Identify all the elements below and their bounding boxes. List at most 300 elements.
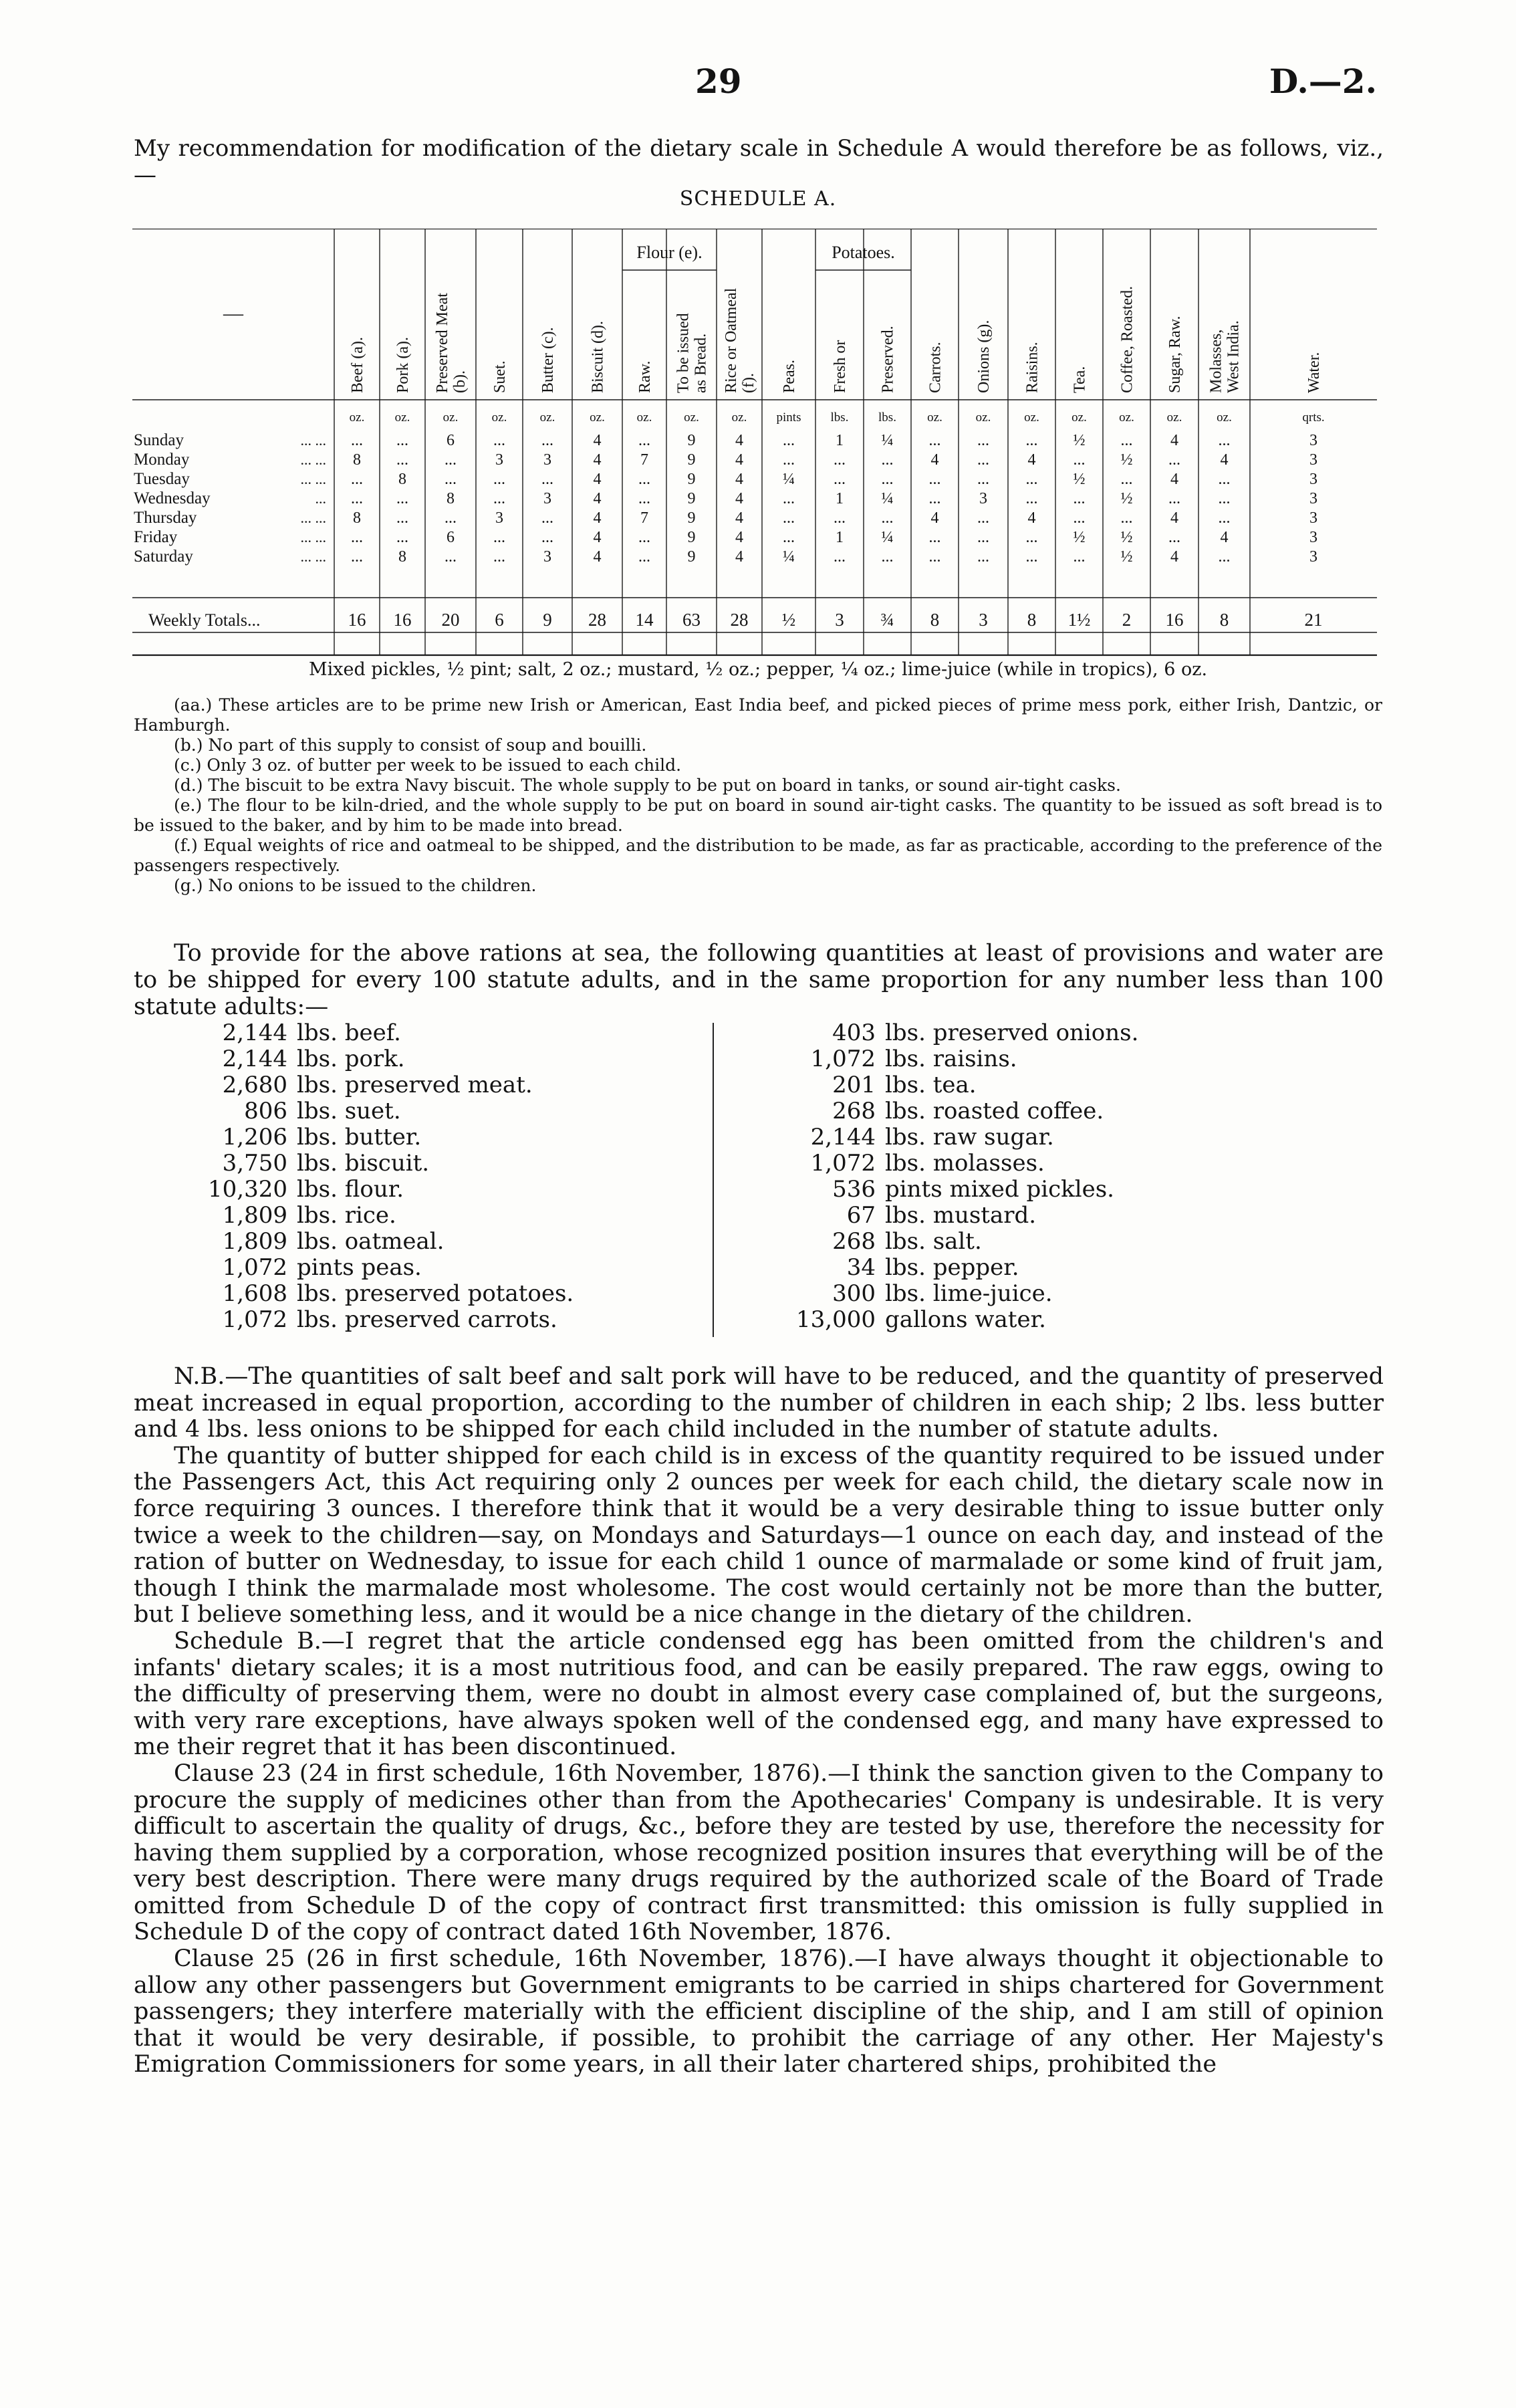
ration-cell: 3 — [543, 451, 551, 469]
ration-cell: 4 — [1170, 548, 1178, 566]
ration-cell: 3 — [1309, 471, 1317, 488]
unit-label: oz. — [684, 410, 699, 425]
quantity-amount: 2,144 — [222, 1046, 287, 1072]
quantity-amount: 1,072 — [810, 1046, 876, 1072]
note-aa: (aa.) These articles are to be prime new Irish or American, East India beef, and picked pieces of prime mess pork, either Irish, Dantzic, or Hamburgh. — [134, 695, 1382, 735]
ration-cell: 9 — [687, 471, 696, 488]
day-label: Monday — [134, 451, 190, 469]
quantity-item-name: pints peas. — [297, 1254, 422, 1281]
ration-cell: ... — [541, 509, 553, 527]
ration-cell: ... — [541, 432, 553, 449]
ration-cell: ... — [1025, 490, 1038, 507]
weekly-total-cell: 20 — [441, 610, 460, 630]
schedule-a-table — [132, 229, 1377, 656]
ration-cell: 3 — [543, 490, 551, 507]
ration-cell: ... — [396, 509, 408, 527]
ration-cell: 4 — [1170, 509, 1178, 527]
column-header: Rice or Oatmeal — [723, 287, 740, 393]
ration-cell: ... — [928, 490, 941, 507]
ration-cell: 4 — [735, 471, 743, 488]
schedule-notes — [134, 695, 1382, 896]
quantity-item-name: lbs. roasted coffee. — [885, 1098, 1104, 1124]
unit-label: lbs. — [878, 410, 896, 425]
quantity-item-name: lbs. preserved onions. — [885, 1019, 1139, 1046]
ration-cell: ½ — [1073, 471, 1086, 488]
ration-cell: ... — [1168, 490, 1180, 507]
ration-cell: 4 — [735, 548, 743, 566]
column-header: Raw. — [636, 360, 654, 393]
unit-label: oz. — [1119, 410, 1134, 425]
ration-cell: 4 — [593, 432, 602, 449]
note-c: (c.) Only 3 oz. of butter per week to be issued to each child. — [174, 755, 682, 775]
ration-cell: 6 — [447, 432, 455, 449]
unit-label: oz. — [975, 410, 991, 425]
quantity-item — [775, 1177, 1138, 1203]
ration-cell: 4 — [1220, 529, 1229, 546]
quantity-amount: 1,072 — [222, 1306, 287, 1333]
column-header: To be issued — [674, 313, 692, 393]
ration-cell: 3 — [1309, 548, 1317, 566]
weekly-total-cell: 16 — [348, 610, 366, 630]
day-label: Sunday — [134, 431, 184, 449]
unit-label: qrts. — [1302, 410, 1325, 425]
quantity-item — [187, 1177, 574, 1203]
schedule-b-paragraph: Schedule B.—I regret that the article condensed egg has been omitted from the children's and infants' dietary scales; it is a most nutritious food, and can be easily prepared. The raw eggs, owing to the difficulty of preserving them, were no doubt in almost every case complained of, but the surgeons, with very rare exceptions, have always spoken well of the condensed egg, and many have expressed to me their regret that it has been discontinued. — [134, 1627, 1384, 1761]
ration-cell: ... — [834, 509, 846, 527]
column-header: Biscuit (d). — [589, 321, 607, 393]
ration-cell: 3 — [979, 490, 987, 507]
potatoes-group-header: Potatoes. — [832, 243, 895, 262]
quantity-item-name: lbs. rice. — [297, 1202, 396, 1229]
unit-label: oz. — [636, 410, 652, 425]
ration-cell: 9 — [687, 432, 696, 449]
ration-cell: 9 — [687, 548, 696, 566]
ration-cell: 4 — [1170, 471, 1178, 488]
quantity-item — [187, 1046, 574, 1072]
ration-cell: ... — [541, 529, 553, 546]
ration-cell: ¼ — [881, 529, 894, 546]
ration-cell: 9 — [687, 529, 696, 546]
ration-cell: 8 — [353, 451, 361, 469]
ration-cell: ... — [638, 432, 650, 449]
weekly-total-cell: 2 — [1122, 610, 1132, 630]
column-header: Raisins. — [1023, 342, 1041, 393]
note-e: (e.) The flour to be kiln-dried, and the whole supply to be put on board in sound air-tight casks. The quantity to be issued as soft bread is to be issued to the baker, and by him to be made into bread. — [134, 796, 1382, 835]
ration-cell: 4 — [735, 529, 743, 546]
unit-label: oz. — [927, 410, 942, 425]
flour-group-header: Flour (e). — [636, 243, 703, 262]
column-header: Molasses, — [1207, 329, 1225, 393]
ration-cell: ... — [1120, 509, 1133, 527]
ration-cell: ... — [881, 451, 894, 469]
leader-dots: ... — [315, 490, 326, 507]
ration-cell: ... — [493, 471, 505, 488]
ration-cell: ... — [977, 529, 989, 546]
ration-cell: ... — [396, 529, 408, 546]
quantity-amount: 1,072 — [222, 1254, 287, 1281]
column-header: Suet. — [491, 360, 509, 393]
quantity-amount: 2,680 — [222, 1072, 287, 1098]
ration-cell: 4 — [593, 490, 602, 507]
column-header: Peas. — [781, 360, 798, 393]
quantity-item-name: lbs. mustard. — [885, 1202, 1037, 1229]
ration-cell: ... — [928, 432, 941, 449]
quantity-item-name: lbs. preserved carrots. — [297, 1306, 557, 1333]
provisions-paragraph: To provide for the above rations at sea, the following quantities at least of provisions and water are to be shipped for every 100 statute adults, and in the same proportion for any number less than 100 statute adults:— — [134, 940, 1384, 1020]
quantity-item — [187, 1098, 574, 1124]
ration-cell: ... — [783, 432, 795, 449]
leader-dots: ... ... — [300, 509, 326, 526]
unit-label: oz. — [349, 410, 365, 425]
quantity-item-name: lbs. tea. — [885, 1072, 977, 1098]
ration-cell: 3 — [1309, 529, 1317, 546]
ration-cell: ... — [1025, 548, 1038, 566]
quantity-amount: 13,000 — [796, 1306, 876, 1333]
quantity-amount: 268 — [832, 1228, 876, 1255]
weekly-total-cell: 9 — [543, 610, 552, 630]
weekly-total-cell: 16 — [393, 610, 412, 630]
quantity-amount: 201 — [832, 1072, 876, 1098]
ration-cell: ... — [1120, 471, 1133, 488]
ration-cell: ... — [1218, 490, 1231, 507]
quantity-amount: 300 — [832, 1280, 876, 1307]
weekly-total-cell: 21 — [1304, 610, 1323, 630]
quantity-item — [775, 1098, 1138, 1124]
ration-cell: 3 — [543, 548, 551, 566]
weekly-total-cell: 3 — [979, 610, 988, 630]
quantity-item-name: pints mixed pickles. — [885, 1176, 1114, 1203]
unit-label: oz. — [539, 410, 555, 425]
column-divider — [713, 1023, 714, 1337]
quantity-amount: 1,072 — [810, 1150, 876, 1177]
quantity-item — [775, 1281, 1138, 1307]
ration-cell: ¼ — [783, 548, 795, 566]
ration-cell: ... — [638, 471, 650, 488]
quantity-item — [187, 1124, 574, 1151]
ration-cell: ... — [1073, 509, 1086, 527]
page-number: 29 — [695, 62, 742, 101]
ration-cell: ... — [638, 548, 650, 566]
column-header: (f). — [740, 373, 757, 393]
ration-cell: 1 — [836, 432, 844, 449]
schedule-a-grid — [132, 229, 1377, 656]
weekly-total-cell: 1½ — [1067, 610, 1091, 630]
quantity-item — [187, 1151, 574, 1177]
weekly-totals-label: Weekly Totals... — [148, 610, 261, 630]
weekly-total-cell: 3 — [835, 610, 844, 630]
quantity-item-name: lbs. butter. — [297, 1124, 422, 1151]
ration-cell: ... — [493, 490, 505, 507]
quantity-item-name: lbs. raw sugar. — [885, 1124, 1054, 1151]
weekly-total-cell: 28 — [730, 610, 749, 630]
ration-cell: ... — [1073, 490, 1086, 507]
quantity-amount: 1,809 — [222, 1228, 287, 1255]
ration-cell: 4 — [1220, 451, 1229, 469]
intro-paragraph: My recommendation for modification of the dietary scale in Schedule A would therefore be as follows, viz.,— — [134, 135, 1384, 189]
ration-cell: ... — [977, 451, 989, 469]
ration-cell: 4 — [735, 490, 743, 507]
ration-cell: 4 — [593, 451, 602, 469]
quantity-item — [775, 1072, 1138, 1098]
ration-cell: ... — [1218, 509, 1231, 527]
ration-cell: 4 — [1170, 432, 1178, 449]
ration-cell: ½ — [1120, 451, 1133, 469]
ration-cell: ... — [783, 529, 795, 546]
nb-paragraph: N.B.—The quantities of salt beef and salt pork will have to be reduced, and the quantity of preserved meat increased in equal proportion, according to the number of children in each ship; 2 lbs. less butter and 4 lbs. less onions to be shipped for each child included in the number of statute adults. — [134, 1363, 1384, 1443]
weekly-total-cell: 8 — [1027, 610, 1037, 630]
schedule-title: SCHEDULE A. — [679, 187, 837, 211]
weekly-total-cell: ¾ — [880, 610, 894, 630]
ration-cell: ... — [1218, 432, 1231, 449]
quantities-right-list — [775, 1020, 1138, 1333]
quantity-item-name: lbs. beef. — [297, 1019, 401, 1046]
day-label: Saturday — [134, 548, 193, 566]
ration-cell: 1 — [836, 529, 844, 546]
quantity-item — [775, 1151, 1138, 1177]
column-header: West India. — [1225, 320, 1243, 393]
ration-cell: ... — [351, 490, 363, 507]
ration-cell: ... — [783, 509, 795, 527]
ration-cell: ... — [881, 548, 894, 566]
ration-cell: ½ — [1073, 432, 1086, 449]
quantity-item-name: lbs. flour. — [297, 1176, 404, 1203]
quantity-item — [775, 1229, 1138, 1255]
column-header: Preserved Meat — [434, 293, 451, 393]
leader-dots: ... ... — [300, 451, 326, 468]
quantity-amount: 67 — [846, 1202, 876, 1229]
note-d: (d.) The biscuit to be extra Navy biscuit. The whole supply to be put on board in tanks, or sound air-tight casks. — [174, 775, 1121, 795]
unit-label: oz. — [1071, 410, 1087, 425]
ration-cell: ... — [783, 451, 795, 469]
unit-label: oz. — [1217, 410, 1232, 425]
ration-cell: 3 — [1309, 509, 1317, 527]
unit-label: oz. — [394, 410, 410, 425]
ration-cell: 4 — [735, 509, 743, 527]
quantity-item-name: lbs. pork. — [297, 1046, 405, 1072]
ration-cell: ... — [1168, 529, 1180, 546]
note-b: (b.) No part of this supply to consist of soup and bouilli. — [174, 735, 647, 755]
clause-25-paragraph: Clause 25 (26 in first schedule, 16th November, 1876).—I have always thought it objectionable to allow any other passengers but Government emigrants to be carried in ships chartered for Government passengers; they interfere materially with the efficient discipline of the ship, and I am still of opinion that it would be very desirable, if possible, to prohibit the carriage of any other. Her Majesty's Emigration Commissioners for some years, in all their later chartered ships, prohibited the — [134, 1945, 1384, 2078]
ration-cell: 4 — [593, 548, 602, 566]
quantity-item-name: lbs. suet. — [297, 1098, 401, 1124]
ration-cell: 8 — [447, 490, 455, 507]
ration-cell: 9 — [687, 490, 696, 507]
ration-cell: 4 — [593, 471, 602, 488]
ration-cell: ... — [396, 432, 408, 449]
ration-cell: ... — [1025, 432, 1038, 449]
quantity-amount: 536 — [832, 1176, 876, 1203]
ration-cell: ... — [445, 471, 457, 488]
ration-cell: ½ — [1120, 529, 1133, 546]
column-header: Fresh or — [832, 340, 849, 393]
ration-cell: 9 — [687, 509, 696, 527]
ration-cell: 3 — [1309, 451, 1317, 469]
leader-dots: ... ... — [300, 529, 326, 546]
quantity-item-name: lbs. raisins. — [885, 1046, 1017, 1072]
ration-cell: ¼ — [881, 490, 894, 507]
column-header: Beef (a). — [349, 337, 366, 393]
ration-cell: ... — [493, 432, 505, 449]
column-header: Pork (a). — [394, 337, 412, 393]
ration-cell: ... — [445, 509, 457, 527]
quantity-item — [775, 1046, 1138, 1072]
ration-cell: ... — [834, 548, 846, 566]
ration-cell: ... — [1073, 451, 1086, 469]
ration-cell: 4 — [930, 509, 939, 527]
quantity-item — [775, 1255, 1138, 1281]
quantity-amount: 1,809 — [222, 1202, 287, 1229]
ration-cell: ½ — [1120, 490, 1133, 507]
ration-cell: ... — [1025, 471, 1038, 488]
ration-cell: ¼ — [881, 432, 894, 449]
ration-cell: 4 — [593, 529, 602, 546]
column-header: Coffee, Roasted. — [1118, 285, 1136, 393]
weekly-total-cell: 28 — [588, 610, 606, 630]
running-head — [0, 62, 1516, 102]
quantity-item — [187, 1281, 574, 1307]
butter-paragraph: The quantity of butter shipped for each child is in excess of the quantity required to be issued under the Passengers Act, this Act requiring only 2 ounces per week for each child, the dietary scale now in force requiring 3 ounces. I therefore think that it would be a very desirable thing to issue butter only twice a week to the children—say, on Mondays and Saturdays—1 ounce on each day, and instead of the ration of butter on Wednesday, to issue for each child 1 ounce of marmalade or some kind of fruit jam, though I think the marmalade most wholesome. The cost would certainly not be more than the butter, but I believe something less, and it would be a nice change in the dietary of the children. — [134, 1442, 1384, 1629]
quantity-item — [187, 1203, 574, 1229]
weekly-total-cell: 14 — [635, 610, 654, 630]
quantity-amount: 10,320 — [208, 1176, 287, 1203]
ration-cell: ... — [351, 432, 363, 449]
weekly-total-cell: ½ — [781, 610, 796, 630]
ration-cell: ... — [351, 529, 363, 546]
quantity-item — [187, 1020, 574, 1046]
clause-23-paragraph: Clause 23 (24 in first schedule, 16th November, 1876).—I think the sanction given to the Company to procure the supply of medicines other than from the Apothecaries' Company is undesirable. It is very difficult to ascertain the quality of drugs, &c., before they are tested by use, therefore the necessity for having them supplied by a corporation, whose recognized position insures that everything will be of the very best description. There were many drugs required by the authorized scale of the Board of Trade omitted from Schedule D of the copy of contract first transmitted: this omission is fully supplied in Schedule D of the copy of contract dated 16th November, 1876. — [134, 1760, 1384, 1946]
ration-cell: 4 — [593, 509, 602, 527]
column-header: Butter (c). — [539, 327, 557, 393]
condiments-line: Mixed pickles, ½ pint; salt, 2 oz.; mustard, ½ oz.; pepper, ¼ oz.; lime-juice (while in tropics), 6 oz. — [308, 659, 1208, 680]
column-header: Preserved. — [879, 326, 897, 393]
ration-cell: 4 — [1027, 509, 1036, 527]
ration-cell: ... — [493, 548, 505, 566]
quantity-amount: 1,608 — [222, 1280, 287, 1307]
ration-cell: ... — [928, 529, 941, 546]
quantity-item-name: lbs. molasses. — [885, 1150, 1045, 1177]
ration-cell: ... — [396, 490, 408, 507]
body-text — [134, 1364, 1384, 2078]
ration-cell: ... — [1120, 432, 1133, 449]
leader-dots: ... ... — [300, 471, 326, 487]
leader-dots: ... ... — [300, 548, 326, 565]
unit-label: oz. — [590, 410, 605, 425]
ration-cell: ... — [834, 471, 846, 488]
ration-cell: ¼ — [783, 471, 795, 488]
day-label: Friday — [134, 528, 178, 546]
ration-cell: ... — [977, 471, 989, 488]
unit-label: oz. — [1166, 410, 1182, 425]
weekly-total-cell: 8 — [1219, 610, 1229, 630]
ration-cell: ... — [638, 490, 650, 507]
ration-cell: 7 — [640, 509, 648, 527]
quantity-amount: 268 — [832, 1098, 876, 1124]
weekly-total-cell: 8 — [930, 610, 940, 630]
quantity-item-name: lbs. preserved meat. — [297, 1072, 533, 1098]
ration-cell: ... — [351, 548, 363, 566]
ration-cell: 4 — [930, 451, 939, 469]
ration-cell: ... — [881, 471, 894, 488]
unit-label: oz. — [491, 410, 507, 425]
quantity-amount: 806 — [244, 1098, 287, 1124]
weekly-total-cell: 6 — [495, 610, 504, 630]
quantity-amount: 403 — [832, 1019, 876, 1046]
quantity-amount: 3,750 — [222, 1150, 287, 1177]
ration-cell: ... — [1025, 529, 1038, 546]
note-g: (g.) No onions to be issued to the children. — [174, 876, 537, 895]
ration-cell: ... — [834, 451, 846, 469]
quantity-item-name: lbs. lime-juice. — [885, 1280, 1053, 1307]
ration-cell: ... — [541, 471, 553, 488]
ration-cell: ... — [881, 509, 894, 527]
quantity-amount: 1,206 — [222, 1124, 287, 1151]
ration-cell: 4 — [735, 432, 743, 449]
quantity-item — [775, 1203, 1138, 1229]
quantity-amount: 2,144 — [810, 1124, 876, 1151]
ration-cell: ... — [928, 471, 941, 488]
ration-cell: 6 — [447, 529, 455, 546]
unit-label: oz. — [1024, 410, 1039, 425]
ration-cell: 8 — [398, 548, 406, 566]
quantity-amount: 34 — [846, 1254, 876, 1281]
quantity-item — [187, 1255, 574, 1281]
ration-cell: 3 — [1309, 432, 1317, 449]
ration-cell: ½ — [1073, 529, 1086, 546]
header-dash: — — [223, 302, 243, 324]
column-header: Sugar, Raw. — [1166, 316, 1184, 393]
quantities-left-list — [187, 1020, 574, 1333]
ration-cell: ... — [638, 529, 650, 546]
ration-cell: 3 — [495, 451, 503, 469]
column-header: (b). — [451, 370, 469, 393]
ration-cell: ... — [928, 548, 941, 566]
ration-cell: ... — [1218, 471, 1231, 488]
unit-label: pints — [776, 410, 801, 425]
document-reference: D.—2. — [1269, 62, 1377, 101]
ration-cell: ... — [1168, 451, 1180, 469]
column-header: as Bread. — [692, 333, 710, 393]
ration-cell: ½ — [1120, 548, 1133, 566]
ration-cell: ... — [445, 548, 457, 566]
quantity-item — [775, 1124, 1138, 1151]
ration-cell: 8 — [398, 471, 406, 488]
ration-cell: ... — [977, 548, 989, 566]
ration-cell: 3 — [1309, 490, 1317, 507]
quantity-item-name: lbs. oatmeal. — [297, 1228, 445, 1255]
quantity-item — [775, 1307, 1138, 1333]
weekly-total-cell: 16 — [1165, 610, 1184, 630]
ration-cell: ... — [493, 529, 505, 546]
column-header: Carrots. — [926, 342, 944, 393]
ration-cell: ... — [445, 451, 457, 469]
weekly-total-cell: 63 — [682, 610, 701, 630]
column-header: Tea. — [1071, 366, 1089, 393]
quantity-amount: 2,144 — [222, 1019, 287, 1046]
ration-cell: ... — [977, 432, 989, 449]
ration-cell: 4 — [735, 451, 743, 469]
ration-cell: ... — [783, 490, 795, 507]
quantity-item-name: lbs. preserved potatoes. — [297, 1280, 574, 1307]
quantity-item-name: lbs. salt. — [885, 1228, 982, 1255]
day-label: Thursday — [134, 509, 197, 527]
quantity-item — [775, 1020, 1138, 1046]
ration-cell: ... — [351, 471, 363, 488]
ration-cell: ... — [1073, 548, 1086, 566]
ration-cell: 1 — [836, 490, 844, 507]
day-label: Tuesday — [134, 470, 190, 488]
leader-dots: ... ... — [300, 432, 326, 449]
column-header: Water. — [1305, 352, 1323, 393]
